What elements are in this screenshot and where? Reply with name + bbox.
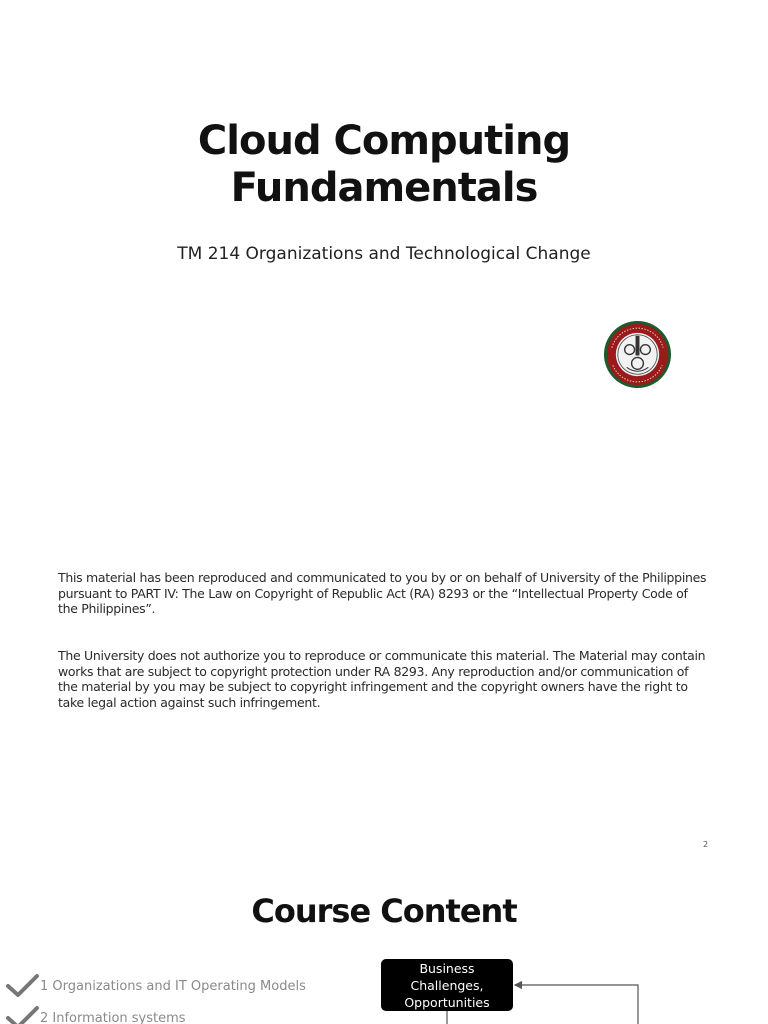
copyright-warning-paragraph: The University does not authorize you to reproduce or communicate this material. The Material may contain works that are subject to copyright protection under RA 8293. Any reproduction and/or communication of the material by you may be subject to copyright infringement and the copyright owners have the right to take legal action against such infringement. [58, 648, 706, 710]
page-number: 2 [703, 840, 709, 849]
box-line-3: Opportunities [404, 994, 490, 1010]
business-challenges-box [381, 959, 513, 1011]
slide-title [0, 118, 768, 212]
copyright-notice-paragraph: This material has been reproduced and communicated to you by or on behalf of University of the Philippines pursuant to PART IV: The Law on Copyright of Republic Act (RA) 8293 or the “Intellectual Property Code of the Philippines”. [58, 570, 707, 616]
course-content-title: Course Content [251, 892, 517, 930]
slide-title-line-2: Fundamentals [230, 165, 538, 211]
course-item-label: 2 Information systems [40, 1010, 186, 1024]
box-line-2: Challenges, [410, 977, 484, 993]
box-line-1: Business [419, 960, 475, 976]
slide-title-line-1: Cloud Computing [197, 118, 571, 164]
diagram-connector [515, 985, 638, 1024]
course-item-label: 1 Organizations and IT Operating Models [40, 978, 306, 994]
slide-subtitle: TM 214 Organizations and Technological Change [177, 244, 591, 264]
university-seal-icon [603, 320, 672, 389]
